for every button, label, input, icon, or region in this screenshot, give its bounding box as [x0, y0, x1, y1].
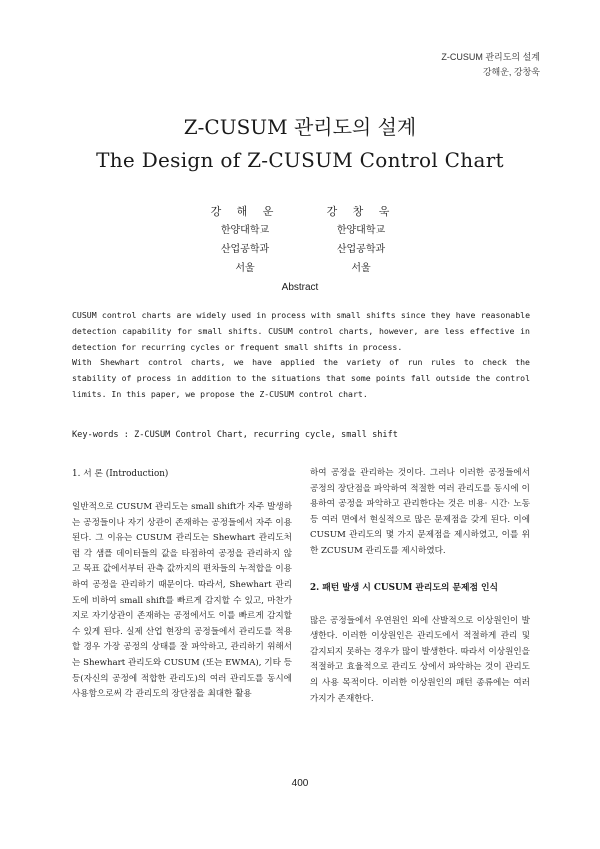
author-name: 강 창 욱	[326, 205, 396, 218]
section-body: 일반적으로 CUSUM 관리도는 small shift가 자주 발생하는 공정들이나 자기 상관이 존재하는 공정들에서 자주 이용된다. 그 이유는 CUSUM 관리도는 Shewhart 관리도처럼 각 샘플 데이터들의 값을 타점하여 공정을 관리하지 않고 목표 값에서부터 관측 값까지의 편차들의 누적합을 이용하여 공정을 관리하기 때문이다. 따라서, Shewhart 관리도에 비하여 small shift를 빠르게 감지할 수 있고, 마찬가지로 자기상관이 존재하는 공정에서도 이를 빠르게 감지할 수 있게 된다. 실제 산업 현장의 공정들에서 관리도를 적용할 경우 가장 공정의 상태를 잘 파악하고, 관리하기 위해서는 Shewhart 관리도와 CUSUM (또는 EWMA), 기타 등등(자신의 공정에 적합한 관리도)의 여러 관리도를 동시에 사용함으로써 각 관리도의 장단점을 최대한 활용	[72, 502, 292, 700]
right-column	[310, 466, 530, 707]
keywords: Key-words : Z-CUSUM Control Chart, recurring cycle, small shift	[72, 430, 398, 440]
abstract-heading: Abstract	[281, 282, 319, 293]
author-city: 서울	[235, 263, 255, 274]
author-department: 산업공학과	[336, 244, 386, 255]
section-heading: 1. 서 론 (Introduction)	[72, 469, 169, 479]
paper-title-korean: Z-CUSUM 관리도의 설계	[183, 115, 417, 139]
paper-title-english: The Design of Z-CUSUM Control Chart	[96, 148, 504, 172]
running-header	[441, 50, 540, 80]
author-university: 한양대학교	[336, 225, 386, 236]
section-heading: 2. 패턴 발생 시 CUSUM 관리도의 문제점 인식	[310, 582, 499, 593]
author-university: 한양대학교	[220, 225, 270, 236]
running-header-authors: 강해운, 강창욱	[482, 67, 540, 77]
author-name: 강 해 운	[210, 205, 280, 218]
author-block	[180, 202, 310, 278]
section-body: 많은 공정들에서 우연원인 외에 산발적으로 이상원인이 발생한다. 이러한 이상원인은 관리도에서 적절하게 관리 및 감지되지 못하는 경우가 많이 발생한다. 따라서 이상원인을 적절하고 효율적으로 관리도 상에서 파악하는 것이 관리도의 사용 목적이다. 이러한 이상원인의 패턴 종류에는 여러 가지가 존재한다.	[310, 615, 530, 704]
author-department: 산업공학과	[220, 244, 270, 255]
running-header-title: Z-CUSUM 관리도의 설계	[441, 52, 540, 62]
left-column	[72, 466, 292, 703]
section-body-continued: 하여 공정을 관리하는 것이다. 그러나 이러한 공정들에서 공정의 장단점을 파악하여 적절한 여러 관리도를 동시에 이용하여 공정을 파악하고 관리한다는 것은 비용· 시간· 노동 등 여러 면에서 현실적으로 많은 문제점을 갖게 된다. 이에 CUSUM 관리도의 몇 가지 문제점을 제시하였고, 이를 위한 ZCUSUM 관리도를 제시하였다.	[310, 468, 530, 556]
author-city: 서울	[351, 263, 371, 274]
author-block	[296, 202, 426, 278]
abstract-paragraph: With Shewhart control charts, we have applied the variety of run rules to check the stability of process in addition to the situations that some points fall outside the control limits. In this paper, we propose the Z-CUSUM control chart.	[72, 357, 530, 399]
page-number: 400	[291, 778, 309, 789]
abstract-body	[72, 308, 530, 403]
abstract-paragraph: CUSUM control charts are widely used in process with small shifts since they have reasonable detection capability for small shifts. CUSUM control charts, however, are less effective in detection for recurring cycles or frequent small shifts in process.	[72, 310, 530, 352]
